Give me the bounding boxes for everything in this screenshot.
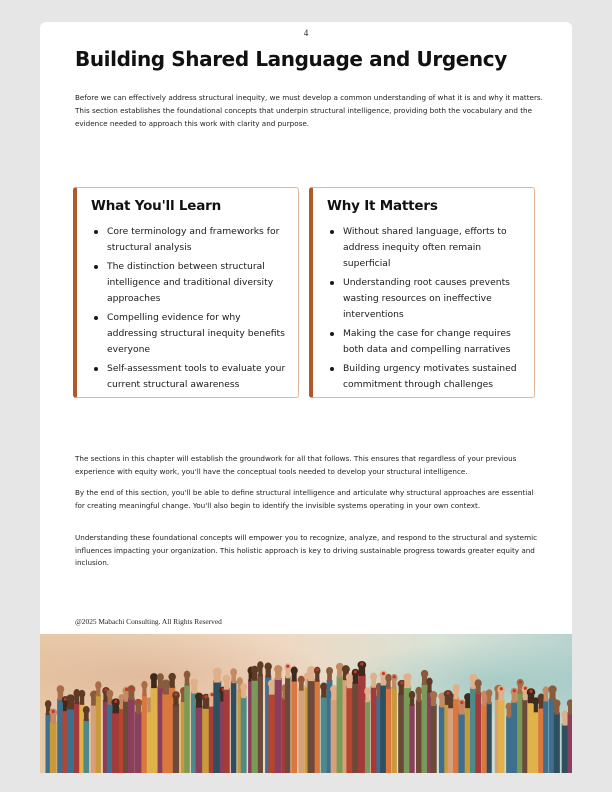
raised-hand — [385, 674, 391, 682]
raised-hand — [274, 665, 282, 673]
list-item: Building urgency motivates sustained commitment through challenges — [327, 361, 527, 393]
raised-hand — [106, 690, 113, 698]
list-item: Core terminology and frameworks for structural analysis — [91, 224, 291, 256]
raised-hand — [213, 668, 222, 676]
arm-sleeve — [487, 702, 492, 773]
heart-mark — [316, 668, 319, 671]
copyright-footer: @2025 Mabachi Consulting. All Rights Reserved — [75, 617, 222, 626]
heart-mark — [519, 680, 522, 683]
arm-sleeve — [430, 704, 436, 773]
arm-sleeve — [380, 684, 386, 773]
arm-sleeve — [223, 688, 229, 773]
arm-sleeve — [298, 689, 304, 773]
raised-hand — [561, 711, 568, 719]
heart-mark — [286, 665, 289, 668]
raised-hand — [409, 691, 416, 699]
arm-sleeve — [315, 680, 320, 773]
arm-sleeve — [458, 713, 465, 773]
arm-sleeve — [562, 724, 568, 773]
arm-sleeve — [498, 699, 505, 773]
card-title-matters: Why It Matters — [327, 198, 438, 214]
raised-hand — [150, 673, 158, 681]
arm-sleeve — [371, 686, 377, 773]
raised-hand — [95, 681, 101, 689]
arm-sleeve — [74, 702, 80, 773]
arm-sleeve — [83, 719, 89, 773]
body-paragraph: The sections in this chapter will establish the groundwork for all that follows. This ensures that regardless of your previous experience with equity work, you'll have the conceptual tools needed to develop your structural intelligence. — [75, 454, 517, 476]
arm-sleeve — [358, 674, 366, 773]
raised-hand — [430, 691, 437, 699]
raised-hand — [168, 673, 175, 681]
heart-mark — [360, 662, 363, 665]
heart-mark — [210, 693, 213, 696]
raised-hand — [141, 681, 147, 689]
heart-mark — [204, 695, 207, 698]
arm-sleeve — [475, 692, 481, 773]
raised-hand — [475, 679, 482, 687]
raised-hand — [265, 663, 272, 671]
arm-sleeve — [258, 674, 263, 773]
page-number: 4 — [303, 28, 309, 38]
arm-sleeve — [135, 712, 142, 773]
learn-list — [91, 224, 291, 396]
arm-sleeve — [112, 711, 120, 773]
raised-hand — [162, 679, 171, 687]
raised-hand — [370, 673, 377, 681]
arm-sleeve — [543, 699, 548, 773]
arm-sleeve — [352, 682, 358, 773]
intro-paragraph: Before we can effectively address structural inequity, we must develop a common understanding of what it is and why it matters. This section establishes the foundational concepts that underpin structural intelligence, providing both the vocabulary and the evidence needed to approach this work with clarity and purpose. — [75, 93, 543, 128]
body-paragraph: Understanding these foundational concepts will empower you to recognize, analyze, and respond to the structural and systemic influences impacting your organization. This holistic approach is key to driving sustainable progress towards greater equity and inclusion. — [75, 533, 538, 568]
matters-list — [327, 224, 527, 396]
arm-sleeve — [506, 716, 512, 773]
page-title: Building Shared Language and Urgency — [75, 47, 507, 71]
list-item: The distinction between structural intelligence and traditional diversity approaches — [91, 259, 291, 307]
raised-hand — [66, 694, 75, 702]
heart-mark — [300, 677, 303, 680]
raised-hand — [291, 667, 298, 675]
heart-mark — [52, 710, 55, 713]
raised-hand — [79, 690, 86, 698]
raised-hand — [257, 661, 263, 669]
list-item: Without shared language, efforts to address inequity often remain superficial — [327, 224, 527, 272]
heart-mark — [354, 670, 357, 673]
heart-mark — [382, 672, 385, 675]
arm-sleeve — [321, 696, 327, 773]
raised-hand — [553, 699, 560, 707]
raised-hand — [364, 687, 370, 695]
heart-mark — [174, 693, 177, 696]
arm-sleeve — [554, 712, 560, 773]
raised-hand — [486, 689, 492, 697]
arm-sleeve — [275, 678, 282, 773]
arm-sleeve — [202, 707, 210, 773]
raised-hand — [190, 679, 198, 687]
arm-sleeve — [285, 676, 290, 773]
list-item: Compelling evidence for why addressing structural inequity benefits everyone — [91, 310, 291, 358]
raised-hand — [403, 673, 412, 681]
raised-hand — [415, 687, 422, 695]
heart-mark — [500, 687, 503, 690]
raised-hand — [157, 673, 164, 681]
list-item: Making the case for change requires both data and compelling narratives — [327, 326, 527, 358]
arm-sleeve — [421, 683, 427, 773]
arm-sleeve — [128, 698, 135, 773]
raised-hand — [45, 700, 52, 708]
heart-mark — [137, 700, 140, 703]
arm-sleeve — [416, 700, 422, 773]
heart-mark — [393, 675, 396, 678]
arm-sleeve — [67, 707, 75, 773]
arm-sleeve — [96, 694, 101, 773]
document-page — [40, 22, 572, 773]
arm-sleeve — [151, 686, 158, 773]
arm-sleeve — [231, 681, 237, 773]
arm-sleeve — [241, 696, 247, 773]
raised-hand — [320, 683, 328, 691]
raised-hand — [543, 686, 550, 694]
card-title-learn: What You'll Learn — [91, 198, 222, 214]
raised-hands-illustration — [40, 634, 572, 773]
arm-sleeve — [308, 679, 315, 773]
heart-mark — [104, 688, 107, 691]
arm-sleeve — [392, 687, 397, 773]
raised-hand — [223, 675, 231, 683]
arm-sleeve — [142, 694, 147, 773]
heart-mark — [400, 681, 403, 684]
raised-hand — [83, 706, 90, 714]
arm-sleeve — [365, 700, 370, 773]
heart-mark — [529, 690, 532, 693]
arm-sleeve — [386, 687, 391, 773]
arm-sleeve — [251, 679, 257, 773]
arm-sleeve — [409, 704, 414, 773]
raised-hand — [421, 670, 428, 678]
arm-sleeve — [568, 712, 572, 773]
raised-hand — [251, 666, 259, 674]
arm-sleeve — [162, 692, 169, 773]
raised-hand — [342, 665, 350, 673]
arm-sleeve — [184, 684, 190, 773]
list-item: Self-assessment tools to evaluate your current structural awareness — [91, 361, 291, 393]
arm-sleeve — [196, 706, 203, 773]
raised-hand — [452, 684, 459, 692]
what-youll-learn-card — [73, 187, 299, 398]
arm-sleeve — [291, 680, 297, 773]
arm-sleeve — [173, 704, 179, 773]
body-paragraph: By the end of this section, you'll be able to define structural intelligence and articulate why structural approaches are essential for creating meaningful change. You'll also begin to identify the invisible systems operating in your own context. — [75, 488, 534, 510]
arm-sleeve — [511, 701, 517, 773]
why-it-matters-card — [309, 187, 535, 398]
raised-hand — [57, 685, 65, 693]
arm-sleeve — [50, 721, 57, 773]
heart-mark — [130, 687, 133, 690]
raised-hand — [230, 668, 237, 676]
arm-sleeve — [346, 686, 352, 773]
heart-mark — [114, 700, 117, 703]
raised-hand — [326, 667, 333, 675]
raised-hand — [426, 678, 432, 686]
arm-sleeve — [107, 703, 113, 773]
heart-mark — [524, 687, 527, 690]
heart-mark — [513, 689, 516, 692]
heart-mark — [460, 701, 463, 704]
raised-hand — [240, 683, 247, 691]
raised-hand — [184, 671, 191, 679]
list-item: Understanding root causes prevents wasting resources on ineffective interventions — [327, 275, 527, 323]
raised-hand — [548, 685, 556, 693]
arm-sleeve — [533, 710, 538, 773]
arm-sleeve — [337, 676, 343, 773]
arm-sleeve — [453, 697, 459, 773]
